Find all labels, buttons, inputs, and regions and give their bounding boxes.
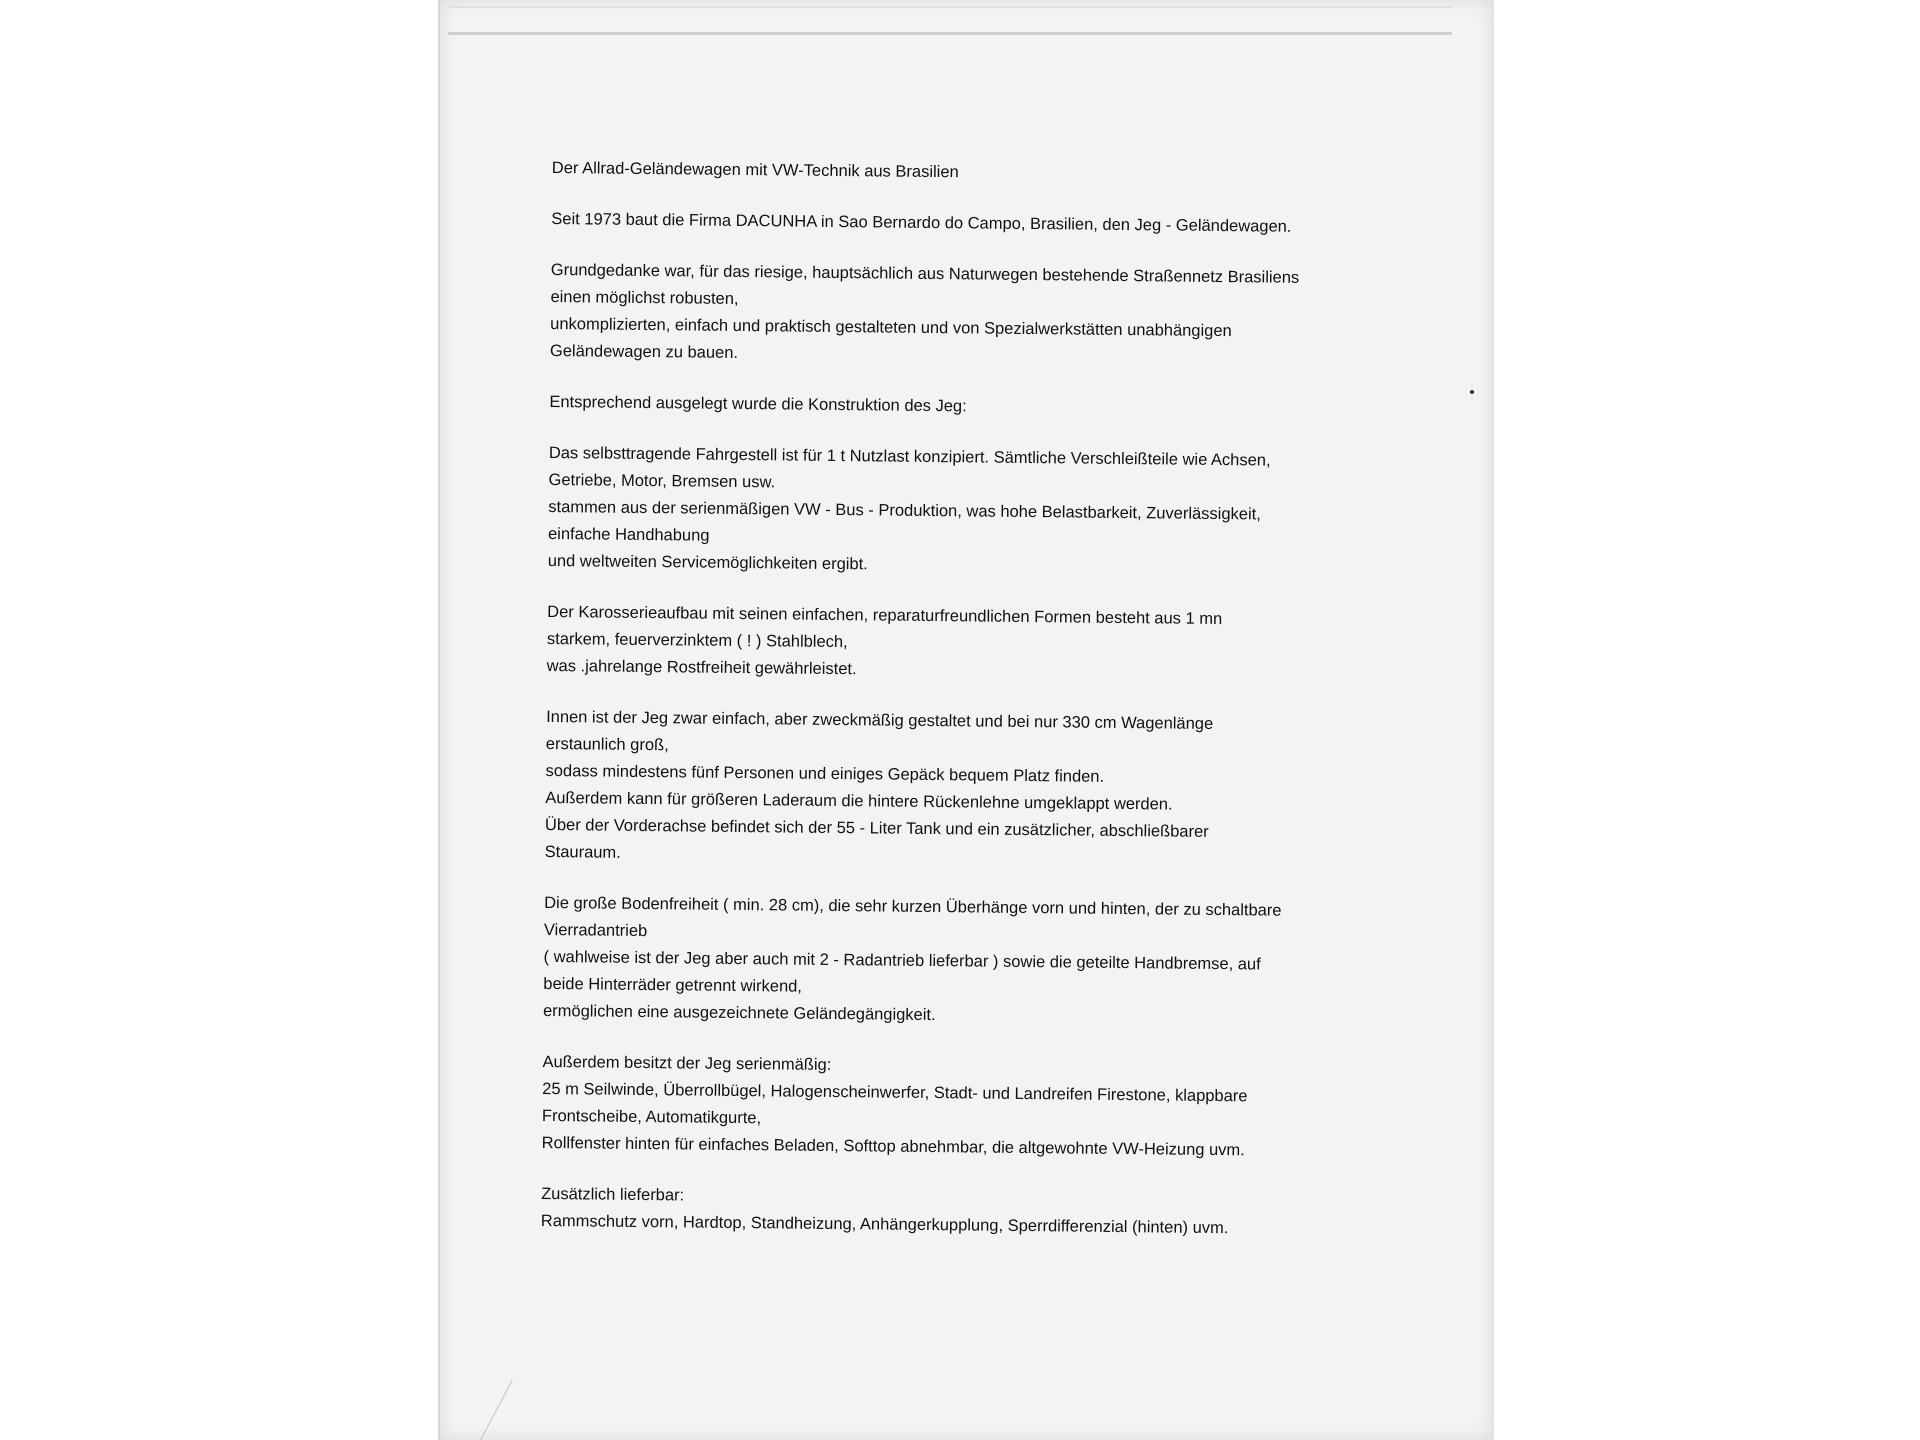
text-line: einfache Handhabung	[547, 524, 710, 545]
paragraph	[541, 1181, 1402, 1244]
page-fold-line	[448, 32, 1452, 35]
text-line: Vierradantrieb	[543, 920, 648, 941]
text-line: Frontscheibe, Automatikgurte,	[541, 1106, 762, 1128]
paragraph	[545, 704, 1407, 875]
text-line: ( wahlweise ist der Jeg aber auch mit 2 - Radantrieb lieferbar ) sowie die geteilte Handbremse, auf	[543, 947, 1261, 974]
text-line: stammen aus der serienmäßigen VW - Bus - Produktion, was hohe Belastbarkeit, Zuverlässigkeit,	[548, 497, 1261, 524]
paragraph	[551, 206, 1411, 242]
text-line: Die große Bodenfreiheit ( min. 28 cm), die sehr kurzen Überhänge vorn und hinten, der zu schaltbare	[544, 893, 1282, 920]
document-title: Der Allrad-Geländewagen mit VW-Technik aus Brasilien	[551, 158, 959, 182]
page-top-edge	[448, 6, 1452, 8]
text-line: was .jahrelange Rostfreiheit gewährleistet.	[546, 656, 857, 679]
text-line: starkem, feuerverzinktem ( ! ) Stahlblech,	[546, 629, 848, 652]
scan-speck	[1470, 390, 1474, 394]
text-line: Über der Vorderachse befindet sich der 55 - Liter Tank und ein zusätzlicher, abschließbarer	[544, 815, 1209, 841]
text-line: Zusätzlich lieferbar:	[541, 1184, 685, 1205]
text-line: ermöglichen eine ausgezeichnete Geländegängigkeit.	[542, 1001, 936, 1025]
text-line: Seit 1973 baut die Firma DACUNHA in Sao Bernardo do Campo, Brasilien, den Jeg - Geländewagen.	[551, 209, 1292, 236]
text-line: 25 m Seilwinde, Überrollbügel, Halogenscheinwerfer, Stadt- und Landreifen Firestone, klappbare	[542, 1079, 1248, 1106]
scanned-page	[438, 0, 1494, 1440]
text-line: Der Karosserieaufbau mit seinen einfachen, reparaturfreundlichen Formen besteht aus 1 mn	[547, 602, 1223, 629]
text-line: unkomplizierten, einfach und praktisch gestalteten und von Spezialwerkstätten unabhängigen	[550, 314, 1232, 341]
text-line: Geländewagen zu bauen.	[549, 341, 739, 362]
text-line: Außerdem kann für größeren Laderaum die hintere Rückenlehne umgeklappt werden.	[545, 788, 1173, 814]
text-line: Außerdem besitzt der Jeg serienmäßig:	[542, 1052, 832, 1074]
paragraph	[550, 257, 1411, 374]
text-line: Innen ist der Jeg zwar einfach, aber zweckmäßig gestaltet und bei nur 330 cm Wagenlänge	[546, 707, 1214, 733]
text-line: Entsprechend ausgelegt wurde die Konstruktion des Jeg:	[549, 392, 967, 416]
text-line: Das selbsttragende Fahrgestell ist für 1 t Nutzlast konzipiert. Sämtliche Verschleißteile wie Achsen,	[548, 443, 1271, 470]
text-line: Rammschutz vorn, Hardtop, Standheizung, Anhängerkupplung, Sperrdifferenzial (hinten) uvm.	[540, 1211, 1229, 1238]
text-line: sodass mindestens fünf Personen und einiges Gepäck bequem Platz finden.	[545, 761, 1105, 786]
text-line: beide Hinterräder getrennt wirkend,	[543, 974, 803, 996]
text-line: einen möglichst robusten,	[550, 287, 739, 308]
paragraph	[552, 155, 1412, 191]
text-line: erstaunlich groß,	[545, 734, 669, 755]
text-line: Getriebe, Motor, Bremsen usw.	[548, 470, 776, 492]
paragraph	[548, 440, 1409, 584]
text-line: Grundgedanke war, für das riesige, hauptsächlich aus Naturwegen bestehende Straßennetz Brasiliens	[550, 260, 1300, 287]
text-line: Stauraum.	[544, 842, 621, 862]
paragraph	[543, 890, 1404, 1034]
text-line: und weltweiten Servicemöglichkeiten ergibt.	[547, 551, 868, 574]
page-corner-crease	[440, 1380, 513, 1440]
paragraph	[542, 1049, 1403, 1166]
document-body	[540, 155, 1412, 1268]
text-line: Rollfenster hinten für einfaches Beladen, Softtop abnehmbar, die altgewohnte VW-Heizung uvm.	[541, 1133, 1245, 1160]
paragraph	[549, 389, 1409, 425]
paragraph	[547, 599, 1408, 689]
